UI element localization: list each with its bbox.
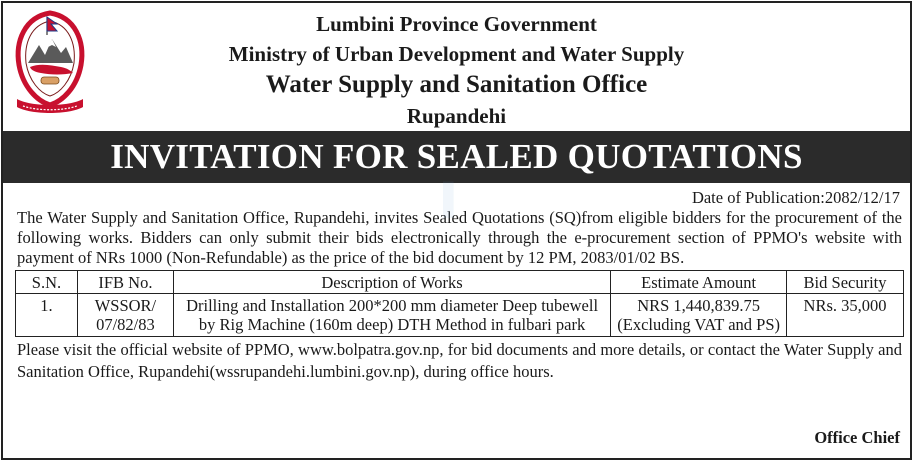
table-row: [16, 294, 904, 337]
publication-date-label: Date of Publication:: [691, 188, 825, 207]
cell-estimate: NRS 1,440,839.75 (Excluding VAT and PS): [611, 294, 787, 337]
publication-date-value: 2082/12/17: [824, 188, 900, 207]
invitation-paragraph: The Water Supply and Sanitation Office, Rupandehi, invites Sealed Quotations (SQ)from eligible bidders for the procurement of the following works. Bidders can only submit their bids electronically through the e-procurement section of PPMO's website with payment of NRs 1000 (Non-Refundable) as the price of the bid document by 12 PM, 2083/01/02 BS.: [17, 208, 902, 267]
ministry-heading: Ministry of Urban Development and Water Supply: [228, 42, 685, 66]
table-header-row: [16, 271, 904, 294]
column-header-sn: S.N.: [16, 271, 78, 294]
column-header-ifb-no: IFB No.: [77, 271, 173, 294]
notice-title-banner: INVITATION FOR SEALED QUOTATIONS: [3, 131, 910, 183]
office-heading: Water Supply and Sanitation Office: [265, 71, 648, 98]
cell-bid-security: NRs. 35,000: [787, 294, 904, 337]
signature-office-chief: Office Chief: [814, 428, 900, 447]
column-header-description: Description of Works: [173, 271, 610, 294]
works-table: [15, 270, 904, 337]
cell-ifb-no: WSSOR/ 07/82/83: [77, 294, 173, 337]
contact-paragraph: Please visit the official website of PPMO, www.bolpatra.gov.np, for bid documents and more details, or contact the Water Supply and Sanitation Office, Rupandehi(wssrupandehi.lumbini.gov.np), during office hours.: [17, 340, 902, 381]
district-heading: Rupandehi: [406, 104, 507, 128]
cell-description: Drilling and Installation 200*200 mm diameter Deep tubewell by Rig Machine (160m deep) DTH Method in fulbari park: [173, 294, 610, 337]
column-header-bid-security: Bid Security: [787, 271, 904, 294]
cell-sn: 1.: [16, 294, 78, 337]
notice-header: [3, 3, 910, 131]
notice-frame: [1, 1, 912, 460]
province-government-heading: Lumbini Province Government: [316, 12, 597, 36]
column-header-estimate: Estimate Amount: [611, 271, 787, 294]
watermark: ▌: [443, 183, 465, 216]
